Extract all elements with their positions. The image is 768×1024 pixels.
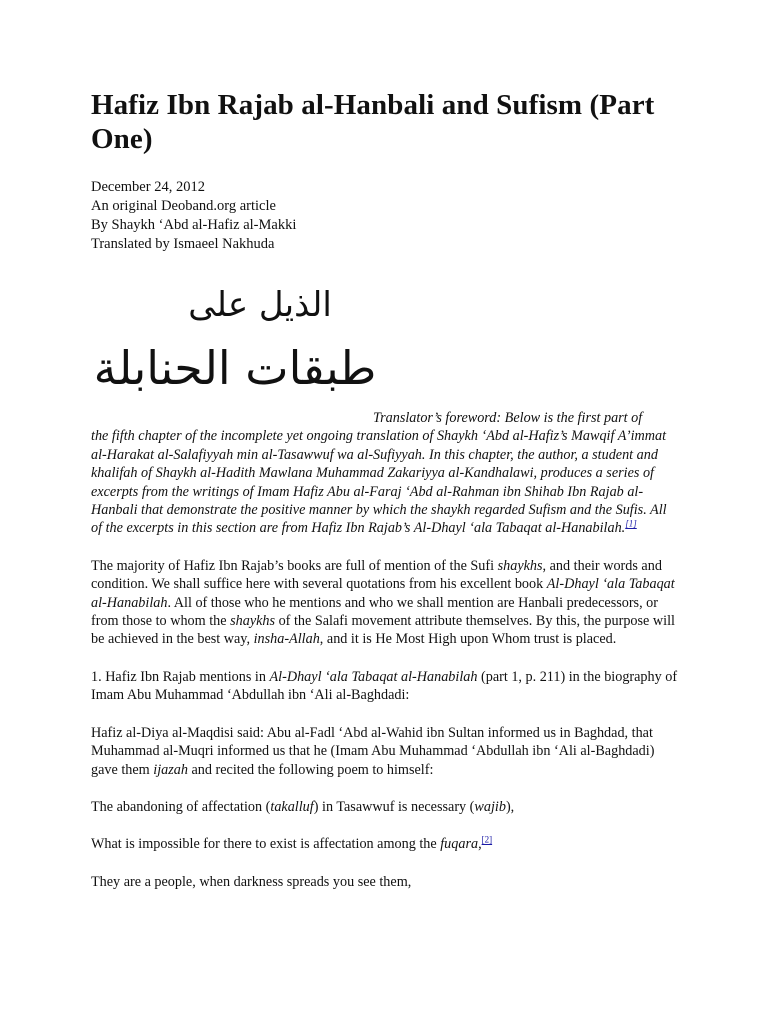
italic-span: wajib (474, 798, 506, 815)
poem-line-1 (91, 798, 681, 816)
italic-span: shaykhs (497, 557, 543, 574)
text-span: ), (505, 798, 515, 815)
text-span: (part 1, p. 211) in the biography of Imam Abu Muhammad ‘Abdullah ibn ‘Ali al-Baghdadi: (91, 668, 678, 704)
text-span: What is impossible for there to exist is affectation among the (91, 836, 441, 853)
calligraphy-bottom-text: طبقات الحنابلة (93, 341, 377, 395)
italic-span: shaykhs (230, 613, 276, 630)
italic-span: Al-Dhayl ‘ala Tabaqat al-Hanabilah (269, 668, 478, 685)
article-translator: Translated by Ismaeel Nakhuda (91, 236, 275, 252)
arabic-calligraphy-image (93, 272, 377, 402)
paragraph-diya (91, 724, 681, 779)
article-source: An original Deoband.org article (91, 198, 276, 214)
calligraphy-top-text: الذيل على (188, 285, 332, 325)
text-span: , and their words and condition. We shall suffice here with several quotations from his excellent book (91, 557, 662, 593)
foreword-body: the fifth chapter of the incomplete yet ongoing translation of Shaykh ‘Abd al-Hafiz’s Mawqif A’immat al-Harakat al-Salafiyyah min al-Tasawwuf wa al-Sufiyyah. In this chapter, the author, a student and khalifah of Shaykh al-Hadith Mawlana Muhammad Zakariyya al-Kandhalawi, produces a series of excerpts from the writings of Imam Hafiz Abu al-Faraj ‘Abd al-Rahman ibn Shihab Ibn Rajab al-Hanbali that demonstrate the positive manner by which the shaykh regarded Sufism and the Sufis. All of the excerpts in this section are from Hafiz Ibn Rajab’s Al-Dhayl ‘ala Tabaqat al-Hanabilah. (91, 428, 667, 537)
text-span: and recited the following poem to himself: (187, 761, 434, 778)
text-span: 1. Hafiz Ibn Rajab mentions in (91, 668, 270, 685)
article-title: Hafiz Ibn Rajab al-Hanbali and Sufism (Part One) (91, 89, 655, 155)
text-span: The majority of Hafiz Ibn Rajab’s books are full of mention of the Sufi (91, 557, 498, 574)
paragraph-majority (91, 557, 681, 649)
text-span: , (478, 836, 482, 853)
italic-span: takalluf (270, 798, 314, 815)
text-span: The abandoning of affectation ( (91, 798, 271, 815)
italic-span: Al-Dhayl ‘ala Tabaqat al-Hanabilah (91, 576, 675, 611)
italic-span: ijazah (153, 761, 188, 778)
text-span: , and it is He Most High upon Whom trust is placed. (319, 631, 617, 648)
footnote-link-2[interactable]: [2] (481, 834, 493, 845)
text-span: of the Salafi movement attribute themselves. By this, the purpose will be achieved in the best way, (91, 613, 675, 648)
poem-line-3 (91, 873, 681, 891)
text-span: They are a people, when darkness spreads you see them, (91, 873, 412, 890)
article-date: December 24, 2012 (91, 179, 205, 195)
paragraph-item-1 (91, 668, 681, 705)
article-meta (91, 178, 681, 254)
text-span: Hafiz al-Diya al-Maqdisi said: Abu al-Fadl ‘Abd al-Wahid ibn Sultan informed us in Baghdad, that Muhammad al-Muqri informed us that he (Imam Abu Muhammad ‘Abdullah ibn ‘Ali al-Baghdadi) gave them (91, 724, 655, 778)
article-author: By Shaykh ‘Abd al-Hafiz al-Makki (91, 217, 297, 233)
poem-line-2 (91, 835, 681, 853)
text-span: . All of those who he mentions and who we shall mention are Hanbali predecessors, or from those to whom the (91, 594, 658, 630)
italic-span: fuqara (440, 836, 479, 853)
translator-foreword (91, 409, 681, 538)
article (91, 88, 681, 891)
text-span: ) in Tasawwuf is necessary ( (313, 798, 475, 815)
italic-span: insha-Allah (253, 631, 320, 648)
foreword-first-line: Translator’s foreword: Below is the first part of (373, 410, 643, 426)
footnote-link-1[interactable]: [1] (625, 518, 637, 529)
